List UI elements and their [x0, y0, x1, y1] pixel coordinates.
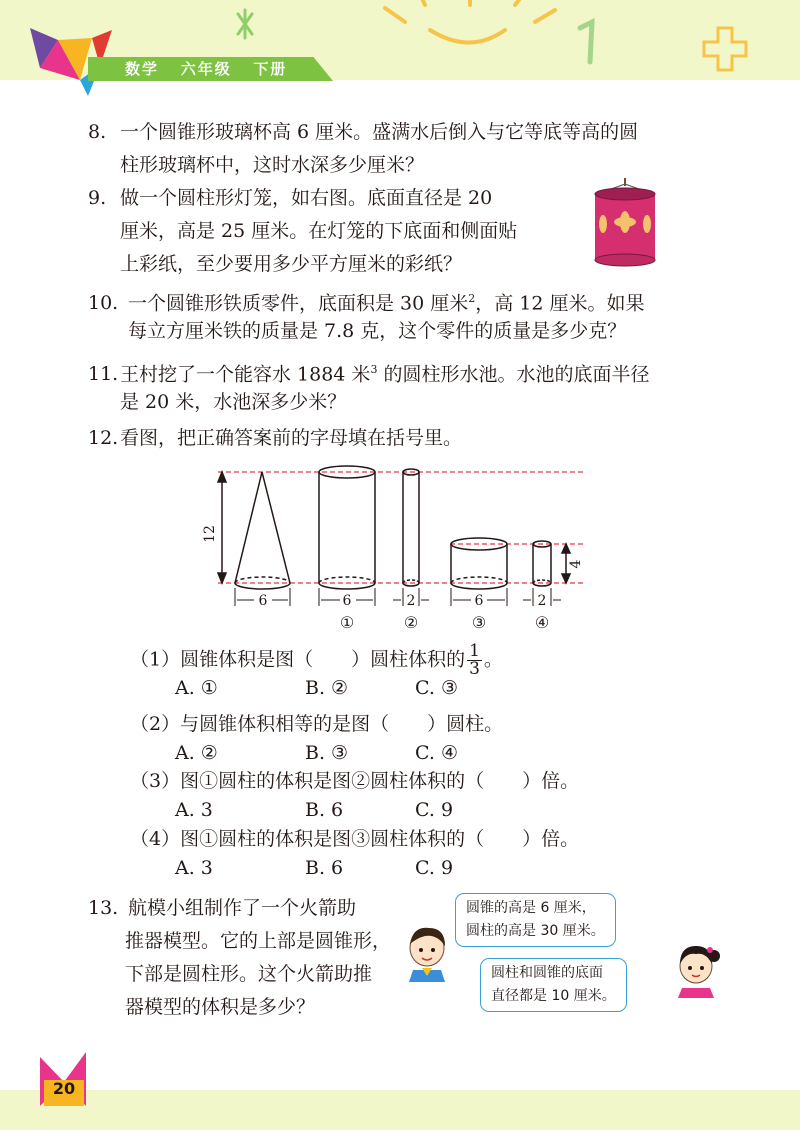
q12-sub4: （4）图①圆柱的体积是图③圆柱体积的（ ）倍。: [130, 828, 580, 850]
speech-bubble-girl: [480, 958, 627, 1012]
boy-avatar: [403, 922, 453, 982]
q12-sub4-option-b: B. 6: [305, 857, 344, 879]
q12-sub3-option-b: B. 6: [305, 799, 344, 821]
header-title: [125, 57, 287, 81]
q12-sub2-option-b: B. ③: [305, 742, 349, 764]
q12-sub2-option-a: A. ②: [175, 742, 218, 764]
question-10-line2: 每立方厘米铁的质量是 7.8 克，这个零件的质量是多少克？: [128, 320, 627, 342]
right-height-label: 4: [568, 559, 584, 569]
q12-sub1-option-a: A. ①: [175, 677, 218, 699]
question-10-line1: 10. 一个圆锥形铁质零件，底面积是 30 厘米$^2$，高 12 厘米。如果: [88, 292, 645, 315]
figure-label-3: ③: [471, 613, 487, 632]
left-height-label: 12: [202, 525, 218, 543]
q12-sub3-option-c: C. 9: [415, 799, 454, 821]
width-label-3: 6: [474, 593, 484, 609]
bubble-girl-line2: 直径都是 10 厘米。: [491, 988, 616, 1004]
lantern-illustration: [585, 178, 665, 268]
figure-label-1: ①: [339, 613, 355, 632]
question-12-line1: 12.看图，把正确答案前的字母填在括号里。: [88, 427, 463, 449]
q12-sub3-option-a: A. 3: [175, 799, 213, 821]
sun-icon: [385, 0, 555, 43]
question-13-line1: 13. 航模小组制作了一个火箭助: [88, 897, 357, 919]
header-subject: 数学: [125, 60, 160, 78]
question-9-line3: 上彩纸，至少要用多少平方厘米的彩纸？: [120, 253, 463, 275]
q12-sub2: （2）与圆锥体积相等的是图（ ）圆柱。: [130, 713, 504, 735]
width-label-1: 6: [342, 593, 352, 609]
question-9-line2: 厘米，高是 25 厘米。在灯笼的下底面和侧面贴: [120, 220, 518, 242]
bubble-boy-line1: 圆锥的高是 6 厘米，: [466, 900, 596, 916]
question-11-line1: 11.王村挖了一个能容水 1884 米$^3$ 的圆柱形水池。水池的底面半径: [88, 363, 650, 386]
cone-shape: [235, 472, 290, 589]
fraction-one-third: $\frac{1}{3}$: [469, 641, 480, 679]
figure-label-4: ④: [534, 613, 550, 632]
height-guide-lines: [218, 472, 585, 583]
width-dimensions: [235, 588, 561, 606]
solids-figure: [200, 460, 590, 635]
cylinder-2-shape: [403, 469, 419, 586]
q12-sub4-option-a: A. 3: [175, 857, 213, 879]
sparkle-icon: [238, 10, 252, 38]
q12-sub4-option-c: C. 9: [415, 857, 454, 879]
cylinder-4-shape: [533, 541, 551, 586]
cylinder-3-shape: [451, 538, 507, 589]
girl-avatar: [672, 938, 722, 998]
width-label-4: 2: [537, 593, 547, 609]
figure-label-2: ②: [403, 613, 419, 632]
question-13-line3: 下部是圆柱形。这个火箭助推: [125, 963, 373, 985]
width-label-2: 2: [406, 593, 416, 609]
cylinder-1-shape: [319, 466, 375, 589]
header-decoration: [0, 0, 800, 100]
header-grade: 六年级: [180, 60, 232, 78]
left-height-dimension: [218, 472, 226, 583]
question-13-line4: 器模型的体积是多少？: [125, 996, 316, 1018]
question-9-line1: 9. 做一个圆柱形灯笼，如右图。底面直径是 20: [88, 187, 493, 209]
header-volume: 下册: [253, 60, 288, 78]
q12-sub3: （3）图①圆柱的体积是图②圆柱体积的（ ）倍。: [130, 770, 580, 792]
footer-background: [0, 1090, 800, 1130]
question-13-line2: 推器模型。它的上部是圆锥形，: [125, 930, 392, 952]
width-label-cone: 6: [258, 593, 268, 609]
question-11-line2: 是 20 米，水池深多少米？: [120, 391, 347, 413]
speech-bubble-boy: [455, 893, 616, 947]
q12-sub2-option-c: C. ④: [415, 742, 458, 764]
page-number: 20: [52, 1079, 76, 1098]
one-doodle-icon: [580, 22, 592, 62]
question-8-line2: 柱形玻璃杯中，这时水深多少厘米？: [120, 154, 425, 176]
bubble-girl-line1: 圆柱和圆锥的底面: [491, 965, 603, 981]
plus-doodle-icon: [704, 28, 746, 70]
q12-sub1-option-b: B. ②: [305, 677, 349, 699]
question-8-line1: 8. 一个圆锥形玻璃杯高 6 厘米。盛满水后倒入与它等底等高的圆: [88, 121, 639, 143]
q12-sub1: （1）圆锥体积是图（ ）圆柱体积的 $\frac{1}{3}$ 。: [130, 641, 503, 679]
bubble-boy-line2: 圆柱的高是 30 厘米。: [466, 923, 605, 939]
q12-sub1-option-c: C. ③: [415, 677, 458, 699]
